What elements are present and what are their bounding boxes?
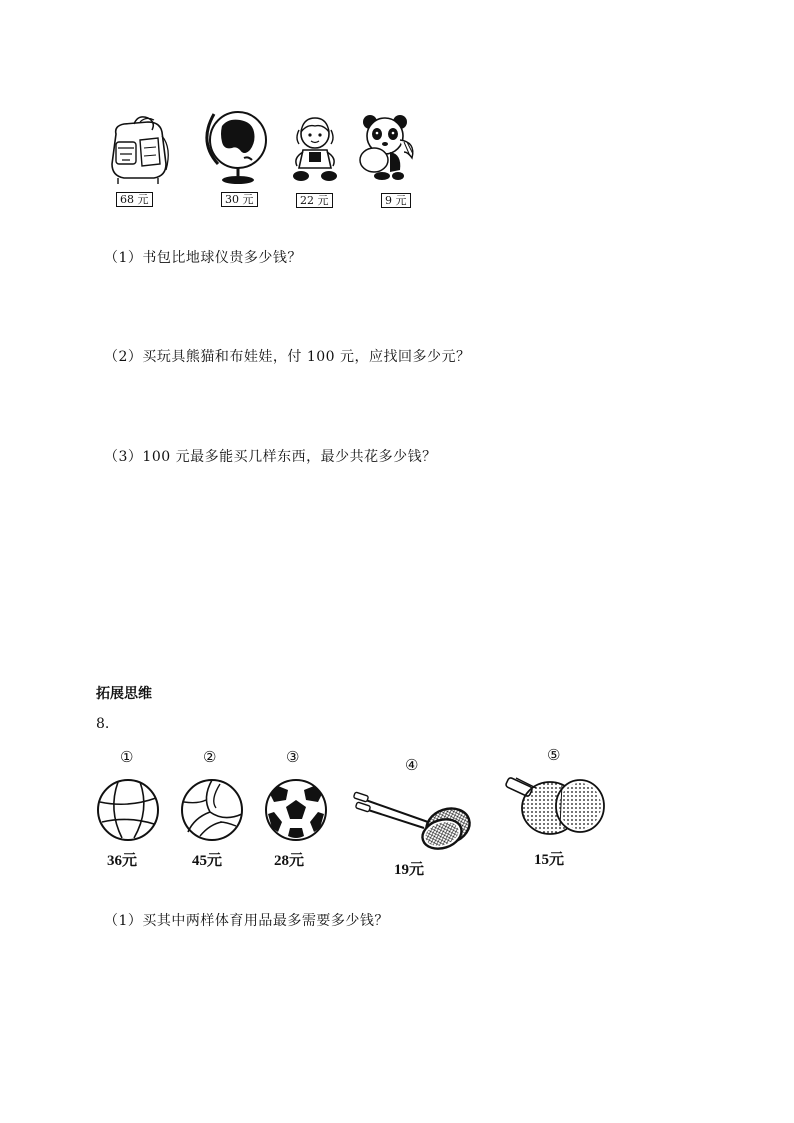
price-tag: 9 元: [381, 193, 411, 208]
item-marker: ④: [405, 756, 419, 774]
ping-pong-paddles-icon: [502, 774, 608, 838]
section-title: 拓展思维: [96, 686, 152, 702]
globe-icon: [200, 106, 270, 186]
question-7-2: （2）买玩具熊猫和布娃娃，付 100 元，应找回多少元？: [104, 349, 471, 365]
problem-number: 8.: [96, 716, 110, 732]
item-price: 45元: [192, 853, 223, 869]
question-7-1: （1）书包比地球仪贵多少钱？: [104, 250, 302, 266]
item-marker: ②: [203, 748, 217, 766]
item-price: 28元: [274, 853, 305, 869]
doll-icon: [287, 116, 343, 184]
question-8-1: （1）买其中两样体育用品最多需要多少钱？: [104, 913, 389, 929]
backpack-icon: [104, 114, 174, 186]
soccer-ball-icon: [264, 778, 328, 842]
panda-icon: [360, 112, 420, 182]
price-tag: 22 元: [296, 193, 333, 208]
item-price: 15元: [534, 852, 565, 868]
item-marker: ③: [286, 748, 300, 766]
item-marker: ①: [120, 748, 134, 766]
question-7-3: （3）100 元最多能买几样东西，最少共花多少钱？: [104, 449, 437, 465]
item-marker: ⑤: [547, 746, 561, 764]
item-price: 36元: [107, 853, 138, 869]
basketball-icon: [96, 778, 160, 842]
price-tag: 68 元: [116, 192, 153, 207]
volleyball-icon: [180, 778, 244, 842]
item-price: 19元: [394, 862, 425, 878]
badminton-rackets-icon: [352, 788, 476, 850]
price-tag: 30 元: [221, 192, 258, 207]
